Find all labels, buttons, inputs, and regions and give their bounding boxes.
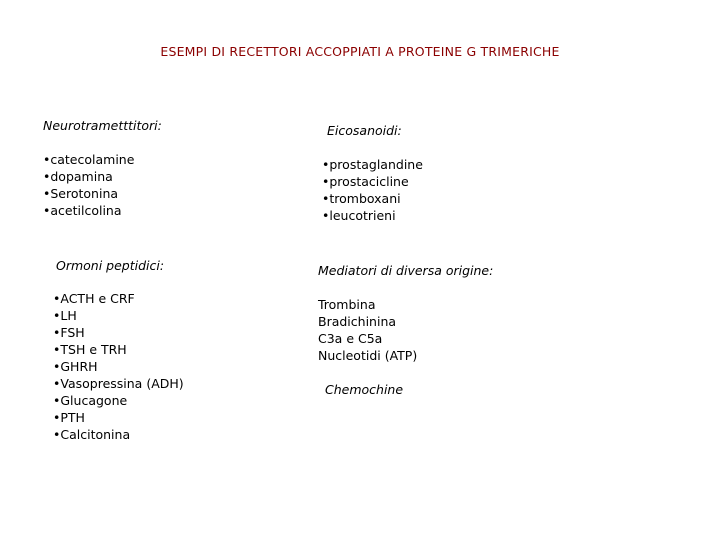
peptide-hormones-heading: Ormoni peptidici: bbox=[56, 258, 165, 273]
list-item: • catecolamine bbox=[43, 151, 134, 168]
list-item: Bradichinina bbox=[318, 314, 397, 329]
list-item: • PTH bbox=[53, 409, 184, 426]
neurotransmitters-list bbox=[43, 151, 134, 219]
list-item: • Vasopressina (ADH) bbox=[53, 375, 184, 392]
neurotransmitters-heading: Neurotrametttitori: bbox=[43, 118, 162, 133]
page-title: ESEMPI DI RECETTORI ACCOPPIATI A PROTEINE G TRIMERICHE bbox=[160, 44, 560, 59]
list-item: • Serotonina bbox=[43, 185, 134, 202]
list-item: • FSH bbox=[53, 324, 184, 341]
list-item: • Calcitonina bbox=[53, 426, 184, 443]
peptide-hormones-list bbox=[53, 290, 184, 443]
list-item: • prostacicline bbox=[322, 173, 423, 190]
list-item: • LH bbox=[53, 307, 184, 324]
chemokines-label: Chemochine bbox=[325, 382, 404, 397]
list-item: • GHRH bbox=[53, 358, 184, 375]
list-item: • TSH e TRH bbox=[53, 341, 184, 358]
list-item: • prostaglandine bbox=[322, 156, 423, 173]
list-item: Trombina bbox=[318, 297, 376, 312]
list-item: • leucotrieni bbox=[322, 207, 423, 224]
list-item: C3a e C5a bbox=[318, 331, 383, 346]
eicosanoids-heading: Eicosanoidi: bbox=[327, 123, 402, 138]
list-item: Nucleotidi (ATP) bbox=[318, 348, 418, 363]
mediators-heading: Mediatori di diversa origine: bbox=[318, 263, 494, 278]
list-item: • ACTH e CRF bbox=[53, 290, 184, 307]
eicosanoids-list bbox=[322, 156, 423, 224]
list-item: • Glucagone bbox=[53, 392, 184, 409]
list-item: • acetilcolina bbox=[43, 202, 134, 219]
list-item: • tromboxani bbox=[322, 190, 423, 207]
mediators-list bbox=[318, 296, 417, 364]
list-item: • dopamina bbox=[43, 168, 134, 185]
